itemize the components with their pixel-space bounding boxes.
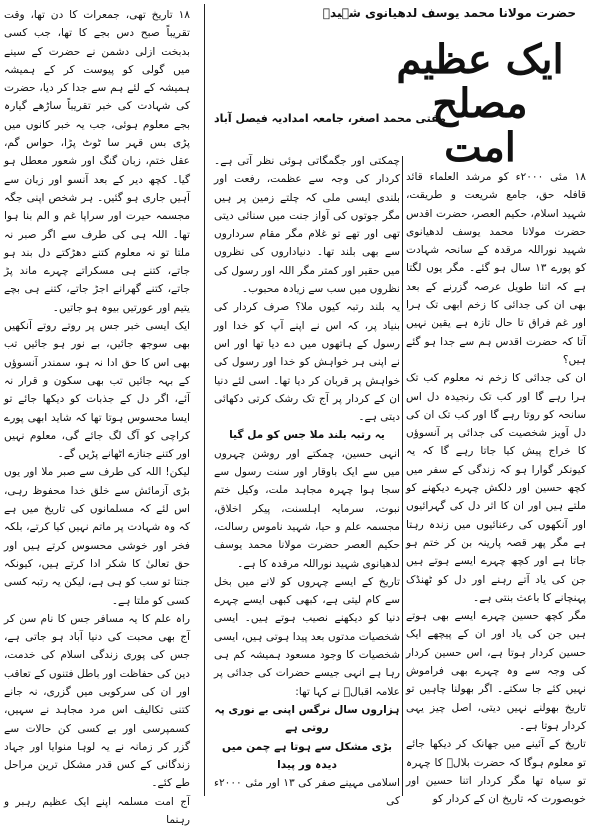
paragraph: مگر کچھ حسین چہرے ایسے بھی ہوتے ہیں جن کی یاد اور ان کے پیچھے ایک حسین کردار ہوتا ہے، اس حسین کردار کی وجہ سے وہ چہرے بھی فراموش نہیں کئے جا سکتے۔ اگر بھولنا چاہیں تو تاریخ بھولنے نہیں دیتی، اصل چیز یہی کردار ہوتا ہے۔	[406, 610, 586, 732]
paragraph: آج امت مسلمہ اپنے ایک عظیم رہبر و رہنما	[4, 795, 190, 827]
verse-line: ہزاروں سال نرگس اپنی بے نوری پہ روتی ہے	[214, 703, 400, 735]
paragraph: تاریخ کے آئینے میں جھانک کر دیکھا جائے تو معلوم ہوگا کہ حضرت بلالؓ کا چہرہ تو سیاہ تھا مگر کردار اتنا حسین اور خوبصورت کہ تاریخ ان کے کردار کو	[406, 738, 586, 806]
quote-line: یہ رتبہ بلند ملا جس کو مل گیا	[229, 429, 385, 442]
article-header	[212, 0, 590, 171]
paragraph: یہ بلند رتبہ کیوں ملا؟ صرف کردار کی بنیاد پر، کہ اس نے اپنے آپ کو خدا اور رسول کے ہاتھوں میں دے دیا تھا اور اس نے اپنی ہر خواہش کو خدا اور رسول کی خواہش پر قربان کر دیا تھا۔ اسی لئے دنیا ان کے کردار پر آج تک رشک کرتی دکھائی دیتی ہے۔	[214, 301, 400, 424]
article-title: ایک عظیم مصلح امت	[396, 36, 564, 171]
text-column-left	[4, 6, 190, 829]
paragraph: ۱۸ تاریخ تھی، جمعرات کا دن تھا، وقت تقریباً صبح دس بجے کا تھا، جب کسی بدبخت ازلی دشمن نے حضرت کے سینے میں گولی کو پیوست کر کے ہمیشہ ہمیشہ کے لئے ہم سے جدا کر دیا، حضرت کی شہادت کی خبر تقریباً ساڑھے گیارہ بجے معلوم ہوئی، جب یہ خبر کانوں میں پڑی بس قہر سا ٹوٹ پڑا، حواس گم، عقل ختم، زبان گنگ اور شعور معطل ہو گیا۔ کچھ دیر کے بعد آنسو اور زبان سے آہیں جاری ہو گئیں۔ ہر شخص اپنی جگہ مجسمہ حیرت اور سراپا غم و الم بنا ہوا تھا۔ اللہ ہی کی طرف سے اگر صبر نہ ملتا تو نہ معلوم کتنے دھڑکتے دل بند ہو جاتے، کتنے ہی مسکراتے چہرے ماند پڑ جاتے، کتنے گھرانے اجڑ جاتے، کتنے ہی بچے یتیم اور عورتیں بیوہ ہو جاتیں۔	[4, 9, 190, 314]
verse-line: بڑی مشکل سے ہوتا ہے چمن میں دیدہ ور پیدا	[222, 740, 392, 771]
paragraph: اسلامی مہینے صفر کی ۱۳ اور مئی ۲۰۰۰ء کی	[214, 777, 400, 808]
column-divider	[204, 4, 205, 796]
paragraph: انہی حسین، چمکتے اور روشن چہروں میں سے ایک باوقار اور سنت رسول سے سجا ہوا چہرہ مجاہد ملت، وکیل ختم نبوت، سرمایہ اہلسنت، پیکر اخلاق، مجسمہ علم و حیا، شہید ناموس رسالت، حکیم العصر حضرت مولانا محمد یوسف لدھیانوی شہید نوراللہ مرقدہ کا ہے۔	[214, 447, 400, 570]
column-divider	[402, 156, 403, 796]
paragraph: ایک ایسی خبر جس پر روتے روتے آنکھیں بھی سوجھ جائیں، بے نور ہو جائیں تب بھی اس کا حق ادا نہ ہو، سمندر آنسوؤں کے بہہ جائیں تب بھی سکون و قرار نہ آئے، اگر دل کے جذبات کو دیکھا جائے تو ایسا محسوس ہوتا تھا کہ شاید ابھی پورے کراچی کو آگ لگ جائے گی، معلوم نہیں اور کتنے جنازے اٹھانے پڑیں گے۔	[4, 320, 190, 461]
paragraph: لیکن! اللہ کی طرف سے صبر ملا اور یوں بڑی آزمائش سے خلق خدا محفوظ رہی، اس لئے کہ مسلمانوں کی تاریخ میں ہے کہ وہ شہادت پر ماتم نہیں کیا کرتے، بلکہ فخر اور خوشی محسوس کرتے ہیں اور حق تعالیٰ کا شکر ادا کرتے ہیں، کیونکہ جنتا تو سب کو ہی ہے، لیکن یہ رتبہ کسی کسی کو ملتا ہے۔	[4, 466, 190, 607]
article-subtitle: حضرت مولانا محمد یوسف لدھیانوی شہیدؒ	[322, 6, 576, 20]
paragraph: تاریخ کے ایسے چہروں کو لانے میں بخل سے کام لیتی ہے، کبھی کبھی ایسے چہرے دنیا کو دیکھنے نصیب ہوتے ہیں۔ ایسی شخصیات مدتوں بعد پیدا ہوتی ہیں، ایسی شخصیات کا وجود مسعود ہمیشہ کم ہی رہا ہے انہی جیسے حضرات کی جدائی پر علامہ اقبالؒ نے کہا تھا:	[214, 575, 400, 698]
paragraph: راہ علم کا یہ مسافر جس کا نام سن کر آج بھی محبت کی دنیا آباد ہو جاتی ہے، جس کی پوری زندگی اسلام کی خدمت، دین کی حفاظت اور باطل فتنوں کے تعاقب اور ان کی سرکوبی میں گزری، نہ جانے کتنی تکالیف اس مرد مجاہد نے سہیں، کسمپرسی اور بے کسی کن حالات سے گزر کر زمانہ نے یہ لوہا منوایا اور جہاد زندگانی کے کس قدر مشکل ترین مراحل طے کئے۔	[4, 612, 190, 790]
paragraph: ۱۸ مئی ۲۰۰۰ء کو مرشد العلماء قائد قافلہ حق، جامع شریعت و طریقت، شہید اسلام، حکیم العصر، حضرت اقدس حضرت مولانا محمد یوسف لدھیانوی شہید نوراللہ مرقدہ کے سانحہ شہادت کو پورے ۱۳ سال ہو گئے۔ مگر یوں لگتا ہے کہ اتنا طویل عرصہ گزرنے کے بعد بھی ان کی جدائی کا زخم ابھی تک ہرا اور غم فراق تا حال تازہ ہے یقین نہیں آتا کہ حضرت اقدس ہم سے جدا ہو گئے ہیں؟	[406, 171, 586, 366]
paragraph: چمکتی اور جگمگاتی ہوئی نظر آتی ہے۔ کردار کی وجہ سے عظمت، رفعت اور بلندی ایسی ملی کہ چلتے زمین پر ہیں مگر جوتوں کی آواز جنت میں سنائی دیتی تھی اور تھے تو غلام مگر مقام سرداروں سے بھی بلند تھا۔ دنیاداروں کی نظروں میں حقیر اور کمتر مگر اللہ اور رسول کی نظروں میں سب سے زیادہ محبوب۔	[214, 155, 400, 296]
article-author: مفتی محمد اصغر، جامعہ امدادیہ فیصل آباد	[214, 112, 446, 125]
text-column-middle	[214, 152, 400, 811]
text-column-right	[406, 168, 586, 808]
paragraph: ان کی جدائی کا زخم نہ معلوم کب تک ہرا رہے گا اور کب تک رنجیدہ دل اس سانحہ کو روتا رہے گا اور کب تک ان کی دل آویز شخصیت کی جدائی پر آنسوؤں کا خراج پیش کیا جاتا رہے گا کہ یہ کیونکر گوارا ہو کہ زندگی کے سفر میں کچھ حسین اور دلکش چہرے دیکھنے کو ملتے ہیں اور ان کا اثر دل کی گہرائیوں اور آنکھوں کی رعنائیوں میں زندہ رہتا ہے مگر پھر قصہ پارینہ بن کر ختم ہو جاتا ہے اور کچھ چہرے ایسے ہوتے ہیں جن کی یاد آتے رہنے اور دل کو ٹھنڈک پہنچانے کا باعث بنتی ہے۔	[406, 372, 586, 604]
